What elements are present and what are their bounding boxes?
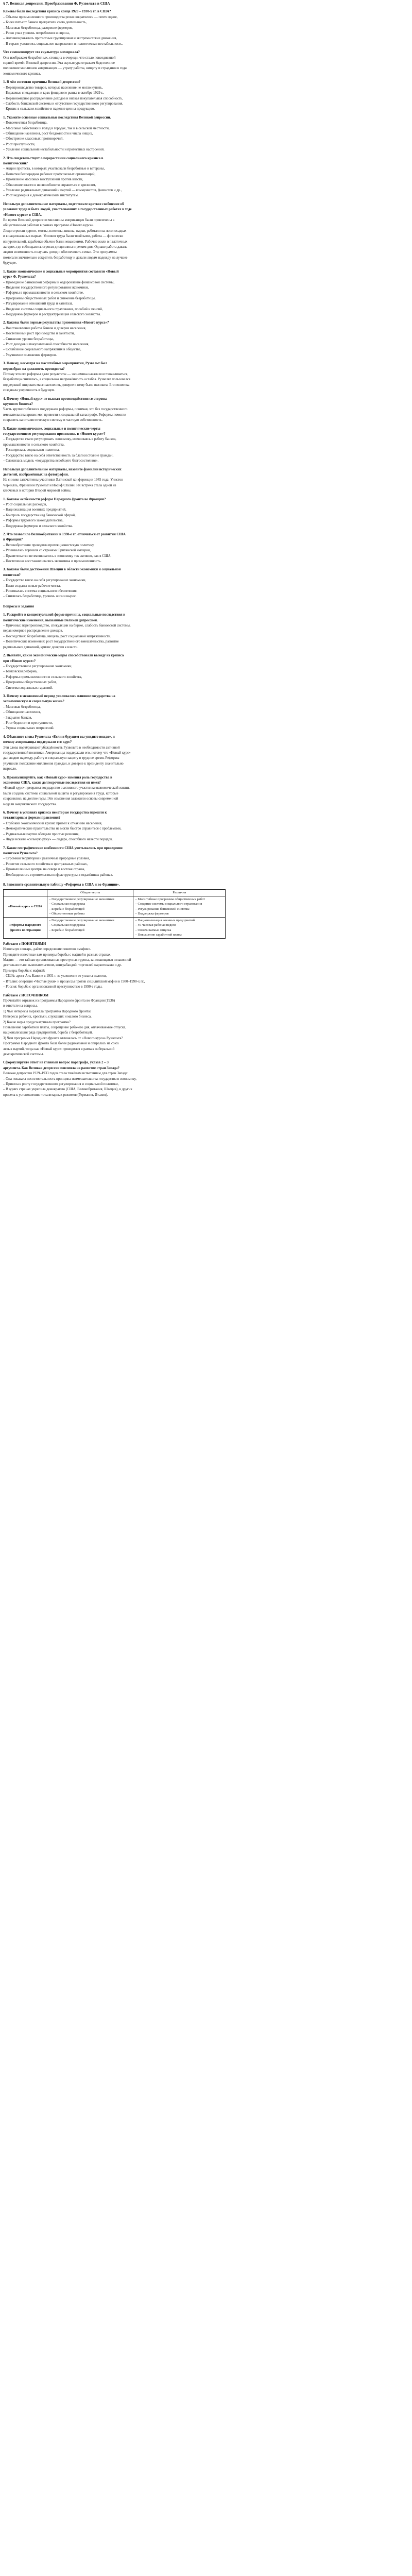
task-w2-line: 2) Какие меры предусматривала программа? — [3, 1020, 71, 1024]
question-q4-line: государственной политики. Американцы поддержали его, потому что «Новый курс» — [3, 751, 131, 755]
section-s3-line: – Слабость банковской системы и отсутствие государственного регулирования, — [3, 101, 124, 106]
section-s2-line: положение миллионов американцев — утрату работы, нищету и страдания в годы — [3, 66, 127, 71]
question-q2 — [3, 653, 409, 691]
question-q1-line: неравномерное распределение доходов. — [3, 629, 63, 633]
question-q4-line: улучшили положение миллионов граждан, и доверие к президенту значительно — [3, 761, 124, 766]
section-s3-heading: 1. В чём состояли причины Великой депрессии? — [3, 80, 81, 84]
section-s1-line: – Массовая безработица, разорение фермеров, — [3, 26, 74, 30]
question-q7-line: – Необходимость строительства инфраструктуры в отдалённых районах. — [3, 873, 113, 877]
section-s7-heading: 1. Какие экономические и социальные мероприятия составили «Новый — [3, 269, 119, 274]
task-w2-line: демократической системы. — [3, 1052, 44, 1056]
section-s14-line: – Правительство не вмешивалось в экономику так активно, как в США, — [3, 554, 112, 558]
section-s13-line: – Национализация военных предприятий, — [3, 508, 66, 512]
question-q5-line: сохранились на долгие годы. Эти изменения заложили основы современной — [3, 797, 118, 801]
question-q6 — [3, 810, 409, 842]
section-s5-heading: политический? — [3, 161, 28, 165]
section-s5-line: – Обвинение власти в неспособности справиться с кризисом, — [3, 183, 96, 187]
section-s1-line: – Активизировались протестные группировки и экстремистские движения, — [3, 37, 117, 41]
section-s13 — [3, 497, 409, 529]
task-w2-line: Интересы рабочих, крестьян, служащих и малого бизнеса. — [3, 1015, 92, 1019]
question-q3-line: – Массовая безработица, — [3, 705, 41, 709]
section-s6 — [3, 202, 409, 266]
task-w1-line: Мафия — это тайная организованная преступная группа, занимающаяся незаконной — [3, 958, 131, 962]
question-q5-line: модели американского государства. — [3, 802, 57, 806]
question-q7-line: – Развитие сельского хозяйства в центральных районах, — [3, 862, 88, 866]
section-s1-line: – Резко упал уровень потребления и спроса, — [3, 31, 70, 36]
section-s1-heading: Каковы были последствия кризиса конца 1920 – 1930-х гг. в США? — [3, 10, 111, 14]
section-s11-line: – Государство взяло на себя ответственность за благосостояние граждан, — [3, 453, 114, 457]
task-w3-line: Великая депрессия 1929–1933 годов стала тяжёлым испытанием для стран Запада: — [3, 1072, 128, 1076]
section-s11-heading: государственного регулирования проявились в «Новом курсе»? — [3, 432, 106, 436]
section-s1-line: – Обьемы промышленного производства резко сократились — почти вдвое, — [3, 15, 118, 19]
task-w1-line: Приведите известные вам примеры борьбы с мафией в разных странах. — [3, 953, 112, 957]
section-s6-line: помогали значительно сократить безработицу и давали людям надежду на лучшее — [3, 256, 128, 260]
work-block — [3, 942, 409, 1098]
section-s3-line: – Неравномерное распределение доходов и низкая покупательная способность, — [3, 96, 123, 100]
section-s6-line: лагерях, где соблюдались строгая дисциплина и режим дня. Однако работа давала — [3, 245, 128, 249]
section-s3 — [3, 80, 409, 112]
section-s6-line: людям возможность получать доход и обеспечивать семьи. Эти программы — [3, 250, 117, 255]
question-q7-line: – Промышленные центры на севере и востоке страны, — [3, 868, 85, 872]
question-q5 — [3, 775, 409, 807]
section-s9-line: создавала уверенность в будущем. — [3, 388, 55, 393]
section-s13-line: – Поддержка фермеров и сельского хозяйства. — [3, 524, 73, 528]
section-s13-line: – Рост социальных расходов, — [3, 502, 47, 506]
question-q1-heading: политические изменения, вызванные Великой депрессией. — [3, 618, 98, 622]
section-s9-line: безработица снизилась, а социальная напряжённость ослабла. Рузвельт пользовался — [3, 378, 130, 382]
question-q3-line: – Рост бедности и преступности, — [3, 721, 53, 725]
section-s3-line: – Перепроизводство товаров, которые население не могло купить, — [3, 86, 103, 90]
section-s15-heading: политики? — [3, 573, 21, 577]
question-q3-heading: 3. Почему в межвоенный период усиливалось влияние государства на — [3, 694, 115, 698]
section-s6-heading: условиях труда и быта людей, участвовавших в государственных работах в ходе — [3, 208, 132, 212]
section-s5-heading: 2. Что свидетельствует о перерастании социального кризиса в — [3, 156, 104, 160]
task-w2-line: национализация ряда предприятий, борьба с безработицей. — [3, 1031, 93, 1035]
table-row-label: Реформы Народного фронта во Франции — [4, 917, 47, 938]
section-s9-line: Потому что его реформы дали результаты — экономика начала восстанавливаться, — [3, 372, 129, 376]
task-w1-heading: Работаем с ПОНЯТИЯМИ — [3, 942, 46, 946]
table-row-label: «Новый курс» в США — [4, 896, 47, 917]
section-s5 — [3, 156, 409, 199]
section-s4-line: – Усиление социальной нестабильности и протестных настроений. — [3, 148, 105, 152]
task-w2-heading: Работаем с ИСТОЧНИКОМ — [3, 993, 49, 997]
section-s4-line: – Обострение классовых противоречий, — [3, 137, 64, 141]
question-q3-line: – Обнищание населения, — [3, 710, 41, 715]
section-s7-heading: курс» Ф. Рузвельта? — [3, 275, 36, 279]
table-header-common: Общие черты — [47, 890, 133, 896]
page-title: § 7. Великая депрессия. Преобразования Ф. Рузвельта в США — [3, 1, 110, 6]
section-s15 — [3, 567, 409, 599]
section-s9-line: поддержкой широких масс населения, доверие к нему было высоким. Его политика — [3, 383, 130, 387]
section-s10-heading: крупного бизнеса? — [3, 402, 33, 406]
section-s7-line: – Поддержка фермеров и реструктуризация сельского хозяйства. — [3, 312, 101, 316]
question-q4 — [3, 735, 409, 772]
document-page — [0, 0, 412, 1098]
section-s12-line: На снимке запечатлены участники Ялтинской конференции 1945 года: Уинстон — [3, 478, 123, 482]
task-w3-line: – В одних странах укрепила демократию (США, Великобритания, Швеция), в других — [3, 1088, 132, 1092]
question-q4-heading: почему американцы поддержали его курс? — [3, 740, 72, 744]
section-s2-line: сценой времён Великой депрессии. Эта скульптура отражает бедственное — [3, 61, 115, 65]
table-row — [4, 896, 226, 917]
section-s12-heading: Используя дополнительные материалы, назовите фамилии исторических — [3, 467, 122, 471]
section-s7-line: – Введение системы социального страхования, пособий и пенсий, — [3, 307, 103, 311]
section-s7-line: – Реформы в промышленности и сельском хозяйстве, — [3, 291, 84, 295]
section-s8-line: – Ослабление социального напряжения в обществе, — [3, 348, 81, 352]
section-s12-heading: деятелей, изображённых на фотографии. — [3, 472, 69, 477]
task-w1-line: Примеры борьбы с мафией: — [3, 969, 45, 973]
section-s1-line: – В стране усилились социальное напряжение и политическая нестабильность. — [3, 42, 123, 46]
section-s8-line: – Улучшение положения фермеров. — [3, 353, 57, 357]
question-q1 — [3, 613, 409, 650]
task-w2 — [3, 993, 409, 1058]
section-s4-heading: 1. Укажите основные социальные последствия Великой депрессии. — [3, 115, 111, 120]
question-q3-line: – Закрытие банков, — [3, 716, 32, 720]
section-s6-line: Люди строили дороги, мосты, плотины, школы, парки, работали на лесопосадках — [3, 229, 127, 233]
task-w2-line: Прочитайте отрывок из программы Народного фронта во Франции (1936) — [3, 998, 115, 1003]
table-header-country — [4, 890, 47, 896]
question-q2-heading: при «Новом курсе»? — [3, 659, 36, 663]
question-q7 — [3, 846, 409, 878]
question-q1-line: – Последствия: безработица, нищета, рост социальной напряжённости. — [3, 634, 111, 638]
section-s14 — [3, 532, 409, 564]
section-s2-line: Она изображает безработных, стоящих в очереди, что стало повседневной — [3, 56, 116, 60]
question-q2-line: – Программы общественных работ, — [3, 681, 57, 685]
question-q3-line: – Угроза социальных потрясений. — [3, 726, 55, 731]
question-q7-heading: политики Рузвельта? — [3, 851, 38, 855]
section-s11-heading: 5. Какие экономические, социальные и политические черты — [3, 427, 100, 431]
section-s3-line: – Биржевые спекуляции и крах фондового рынка в октябре 1929 г., — [3, 91, 104, 95]
section-s7-line: – Введение государственного регулирования экономики, — [3, 285, 89, 290]
section-s13-line: – Контроль государства над банковской сферой, — [3, 513, 76, 517]
section-s9-heading: переизбран на должность президента? — [3, 367, 65, 371]
section-s10-heading: 4. Почему «Новый курс» не вызвал противодействия со стороны — [3, 397, 108, 401]
question-q6-line: – Люди искали «сильную руку» — лидера, способного навести порядок. — [3, 838, 113, 842]
table-cell-common: – Государственное регулирование экономики – Социальная поддержка – Борьба с безработицей – Общественные работы — [47, 896, 133, 917]
section-s7 — [3, 269, 409, 318]
section-s13-line: – Реформы трудового законодательства, — [3, 519, 64, 523]
question-q2-line: – Система социальных гарантий. — [3, 686, 53, 690]
section-s5-line: – Усиление радикальных движений и партий — коммунистов, фашистов и др., — [3, 189, 122, 192]
section-s12-line: ключевых в истории Второй мировой войны. — [3, 489, 72, 493]
question-q5-line: Были созданы системы социальной защиты и регулирования труда, которые — [3, 791, 118, 795]
question-q4-line: дал людям надежду, работу и социальную защиту в трудное время. Реформы — [3, 756, 119, 760]
question-q1-line: – Политические изменения: рост государственного вмешательства, развитие — [3, 640, 119, 644]
question-q6-heading: тоталитарным формам правления? — [3, 816, 61, 820]
section-s14-heading: и Франции? — [3, 538, 23, 542]
section-s15-line: – Государство взяло на себя регулирование экономики, — [3, 579, 87, 583]
question-q1-line: – Причины: перепроизводство, спекуляции на бирже, слабость банковской системы, — [3, 624, 131, 628]
question-q2-line: – Государственное регулирование экономики, — [3, 664, 73, 668]
section-s14-line: – Постепенно восстанавливались экономика и промышленность. — [3, 560, 101, 563]
section-s2-heading: Что символизирует эта скульптура мемориала? — [3, 50, 80, 55]
section-s2-line: экономического кризиса. — [3, 72, 41, 76]
table-cell-common: – Государственное регулирование экономики – Социальная поддержка – Борьба с безработицей — [47, 917, 133, 938]
section-s12-line: Черчилль, Франклин Рузвельт и Иосиф Сталин. Их встреча стала одной из — [3, 483, 116, 487]
section-s6-line: общественным работам в рамках программ «Нового курса». — [3, 224, 95, 228]
section-s1-line: – Более пятьсот банков прекратили свою деятельность, — [3, 21, 87, 25]
section-s15-line: – Развивалась система социального обеспечения, — [3, 589, 78, 594]
question-q2-line: – Банковская реформа, — [3, 670, 38, 674]
task-w3 — [3, 1060, 409, 1098]
questions-heading: Вопросы и задания — [3, 604, 34, 608]
section-s8-line: – Восстановление работы банков и доверия населения, — [3, 326, 87, 330]
task-w2-line: 1) Чьи интересы выражала программа Народного фронта? — [3, 1009, 92, 1013]
section-s9 — [3, 361, 409, 393]
section-s6-line: и в национальных парках. Условия труда были тяжёлыми, работа — физически — [3, 234, 124, 239]
section-s15-line: – Снизилась безработица, уровень жизни вырос. — [3, 595, 77, 599]
section-s6-heading: Используя дополнительные материалы, подготовьте краткое сообщение об — [3, 202, 124, 206]
table-cell-diff: – Масштабные программы общественных работ – Создание системы социального страхования – Регулирование банковской системы – Поддержка фермеров — [133, 896, 226, 917]
section-s12 — [3, 467, 409, 494]
task-w3-heading: аргумента. Как Великая депрессия повлияла на развитие стран Запада? — [3, 1066, 119, 1070]
question-q4-line: выросло. — [3, 767, 17, 771]
section-s4 — [3, 115, 409, 153]
section-s8 — [3, 320, 409, 358]
section-s11-line: промышленности и сельского хозяйства, — [3, 443, 65, 447]
task-w1-line: – США: арест Аль Капоне в 1931 г. за уклонение от уплаты налогов, — [3, 974, 107, 978]
section-s4-line: – Повсеместная безработица, — [3, 121, 48, 125]
section-s3-line: – Кризис в сельском хозяйстве и падение цен на продукцию. — [3, 107, 95, 111]
question-q1-line: радикальных движений, кризис доверия к власти. — [3, 645, 78, 649]
section-s5-line: – Рост недоверия к демократическим институтам. — [3, 194, 79, 198]
task-w2-line: 3) Чем программа Народного фронта отличалась от «Нового курса» Рузвельта? — [3, 1036, 123, 1040]
section-s4-line: – Рост преступности, — [3, 142, 36, 146]
section-s11-line: – Сложилась модель «государства всеобщего благосостояния». — [3, 459, 99, 463]
question-q2-line: – Реформы промышленности и сельского хозяйства, — [3, 675, 82, 679]
section-s7-line: – Регулирование отношений труда и капитала, — [3, 302, 74, 306]
table-row — [4, 917, 226, 938]
section-s8-line: – Снижение уровня безработицы, — [3, 337, 54, 341]
section-s5-line: – Акции протеста, в которых участвовали безработные и ветераны, — [3, 167, 105, 171]
question-q6-line: – Радикальные партии обещали простые решения, — [3, 832, 80, 836]
table-header-row — [4, 890, 226, 896]
question-q7-heading: 7. Какие географические особенности США учитывались при проведении — [3, 846, 123, 850]
section-s8-heading: 2. Каковы были первые результаты применения «Нового курса»? — [3, 321, 109, 325]
section-s4-line: – Обнищание населения, рост бездомности и числа нищих, — [3, 131, 93, 135]
section-s1 — [3, 9, 409, 47]
question-q5-heading: экономике США, какие долгосрочные последствия он имел? — [3, 781, 101, 785]
question-q5-line: «Новый курс» превратил государство в активного участника экономической жизни. — [3, 786, 130, 790]
question-q4-line: Эти слова подчёркивают убеждённость Рузвельта в необходимости активной — [3, 745, 120, 750]
comparison-table — [3, 889, 226, 939]
section-s14-heading: 2. Что позволило Великобритании в 1930-е гг. отличаться от развития США — [3, 532, 126, 536]
section-s8-line: – Постепенный рост производства и занятости, — [3, 332, 75, 336]
section-s9-heading: 3. Почему, несмотря на масштабные мероприятия, Рузвельт был — [3, 362, 108, 366]
section-s4-line: – Массовые забастовки и голод в городах, так и в сельской местности, — [3, 126, 110, 130]
task-w3-line: – Привела к росту государственного регулирования и социальной политики, — [3, 1082, 119, 1086]
table-cell-diff: – Национализация военных предприятий – 40-часовая рабочая неделя – Оплачиваемые отпуска – Повышение заработной платы — [133, 917, 226, 938]
task-w1-line: Используя словарь, дайте определение понятию «мафия». — [3, 947, 91, 952]
task-w2-line: левых партий, тогда как «Новый курс» проводился в рамках либеральной — [3, 1047, 115, 1051]
task-w2-line: и ответьте на вопросы. — [3, 1004, 38, 1008]
section-s14-line: – Великобритания проводила протекционистскую политику, — [3, 543, 95, 547]
section-s6-line: изнурительной, заработки обычно были невысокими. Рабочие жили в палаточных — [3, 240, 128, 244]
table-heading: 8. Заполните сравнительную таблицу «Реформы в США и во Франции». — [3, 883, 120, 887]
question-q2-heading: 2. Выявите, какие экономические меры способствовали выходу из кризиса — [3, 654, 124, 658]
question-q3 — [3, 694, 409, 732]
table-header-diff: Различия — [133, 890, 226, 896]
section-s7-line: – Проведение банковской реформы и оздоровление финансовой системы, — [3, 280, 115, 284]
question-q6-heading: 6. Почему в условиях кризиса некоторые государства перешли к — [3, 811, 107, 815]
section-s10-line: вмешательства кризис мог привести к социальной катастрофе. Реформы помогли — [3, 413, 126, 417]
task-w2-line: Повышение заработной платы, сокращение рабочего дня, оплачиваемые отпуска, — [3, 1025, 127, 1029]
task-w3-heading: Сформулируйте ответ на главный вопрос параграфа, указав 2 – 3 — [3, 1061, 109, 1065]
section-s11 — [3, 427, 409, 464]
section-s5-line: – Проявление массовых выступлений против власти, — [3, 178, 83, 182]
section-s11-line: – Государство стало регулировать экономику, вмешиваясь в работу банков, — [3, 437, 116, 442]
question-q6-line: – Демократические правительства не могли быстро справиться с проблемами, — [3, 827, 122, 831]
task-w1-line: – Италия: операция «Чистые руки» и процессы против сицилийской мафии в 1980–1990-х гг., — [3, 979, 145, 984]
section-s15-line: – Были созданы новые рабочие места, — [3, 584, 61, 588]
section-s11-line: – Расширилась социальная политика, — [3, 448, 60, 452]
task-w1-line: – Россия: борьба с организованной преступностью в 1990-е годы. — [3, 985, 102, 989]
task-w2-line: Программа Народного фронта была более радикальной и опиралась на союз — [3, 1042, 119, 1046]
section-s5-line: – Попытки беспорядков рабочих профсоюзных организаций, — [3, 172, 96, 176]
question-q4-heading: 4. Объясните слова Рузвельта «Если в будущем вы увидите вождя», и — [3, 735, 115, 739]
section-s14-line: – Развивалась торговля со странами Британской империи, — [3, 549, 91, 553]
section-s10-line: Часть крупного бизнеса поддержала реформы, понимая, что без государственного — [3, 408, 128, 412]
section-s13-heading: 1. Каковы особенности реформ Народного фронта во Франции? — [3, 497, 106, 501]
questions-block — [3, 613, 409, 878]
section-s15-heading: 3. Каковы были достижения Швеции в области экономики и социальной — [3, 568, 121, 572]
section-s2 — [3, 50, 409, 77]
section-s10-line: сохранить капиталистическую систему и частную собственность. — [3, 418, 103, 422]
document-body — [3, 9, 409, 599]
task-w3-line: привела к установлению тоталитарных режимов (Германия, Италия). — [3, 1093, 108, 1097]
section-s6-line: будущее. — [3, 261, 17, 265]
question-q1-heading: 1. Раскройте в концептуальной форме причины, социальные последствия и — [3, 613, 126, 617]
question-q5-heading: 5. Проанализируйте, как «Новый курс» изменил роль государства в — [3, 775, 112, 779]
task-w1-line: деятельностью: вымогательством, контрабандой, торговлей наркотиками и др. — [3, 963, 122, 968]
task-w1 — [3, 942, 409, 990]
section-s8-line: – Рост доходов и покупательной способности населения, — [3, 342, 90, 346]
section-s6-heading: «Нового курса» в США. — [3, 213, 42, 217]
section-s6-line: Во время Великой депрессии миллионы американцев были привлечены к — [3, 218, 115, 223]
question-q3-heading: экономическую и социальную жизнь? — [3, 700, 64, 704]
section-s7-line: – Программы общественных работ и снижение безработицы, — [3, 296, 96, 300]
section-s10 — [3, 397, 409, 423]
task-w3-line: – Она показала несостоятельность принципа невмешательства государства в экономику, — [3, 1077, 136, 1081]
question-q6-line: – Глубокий экономический кризис привёл к отчаянию населения, — [3, 821, 102, 825]
question-q7-line: – Огромная территория и различные природные условия, — [3, 857, 90, 861]
